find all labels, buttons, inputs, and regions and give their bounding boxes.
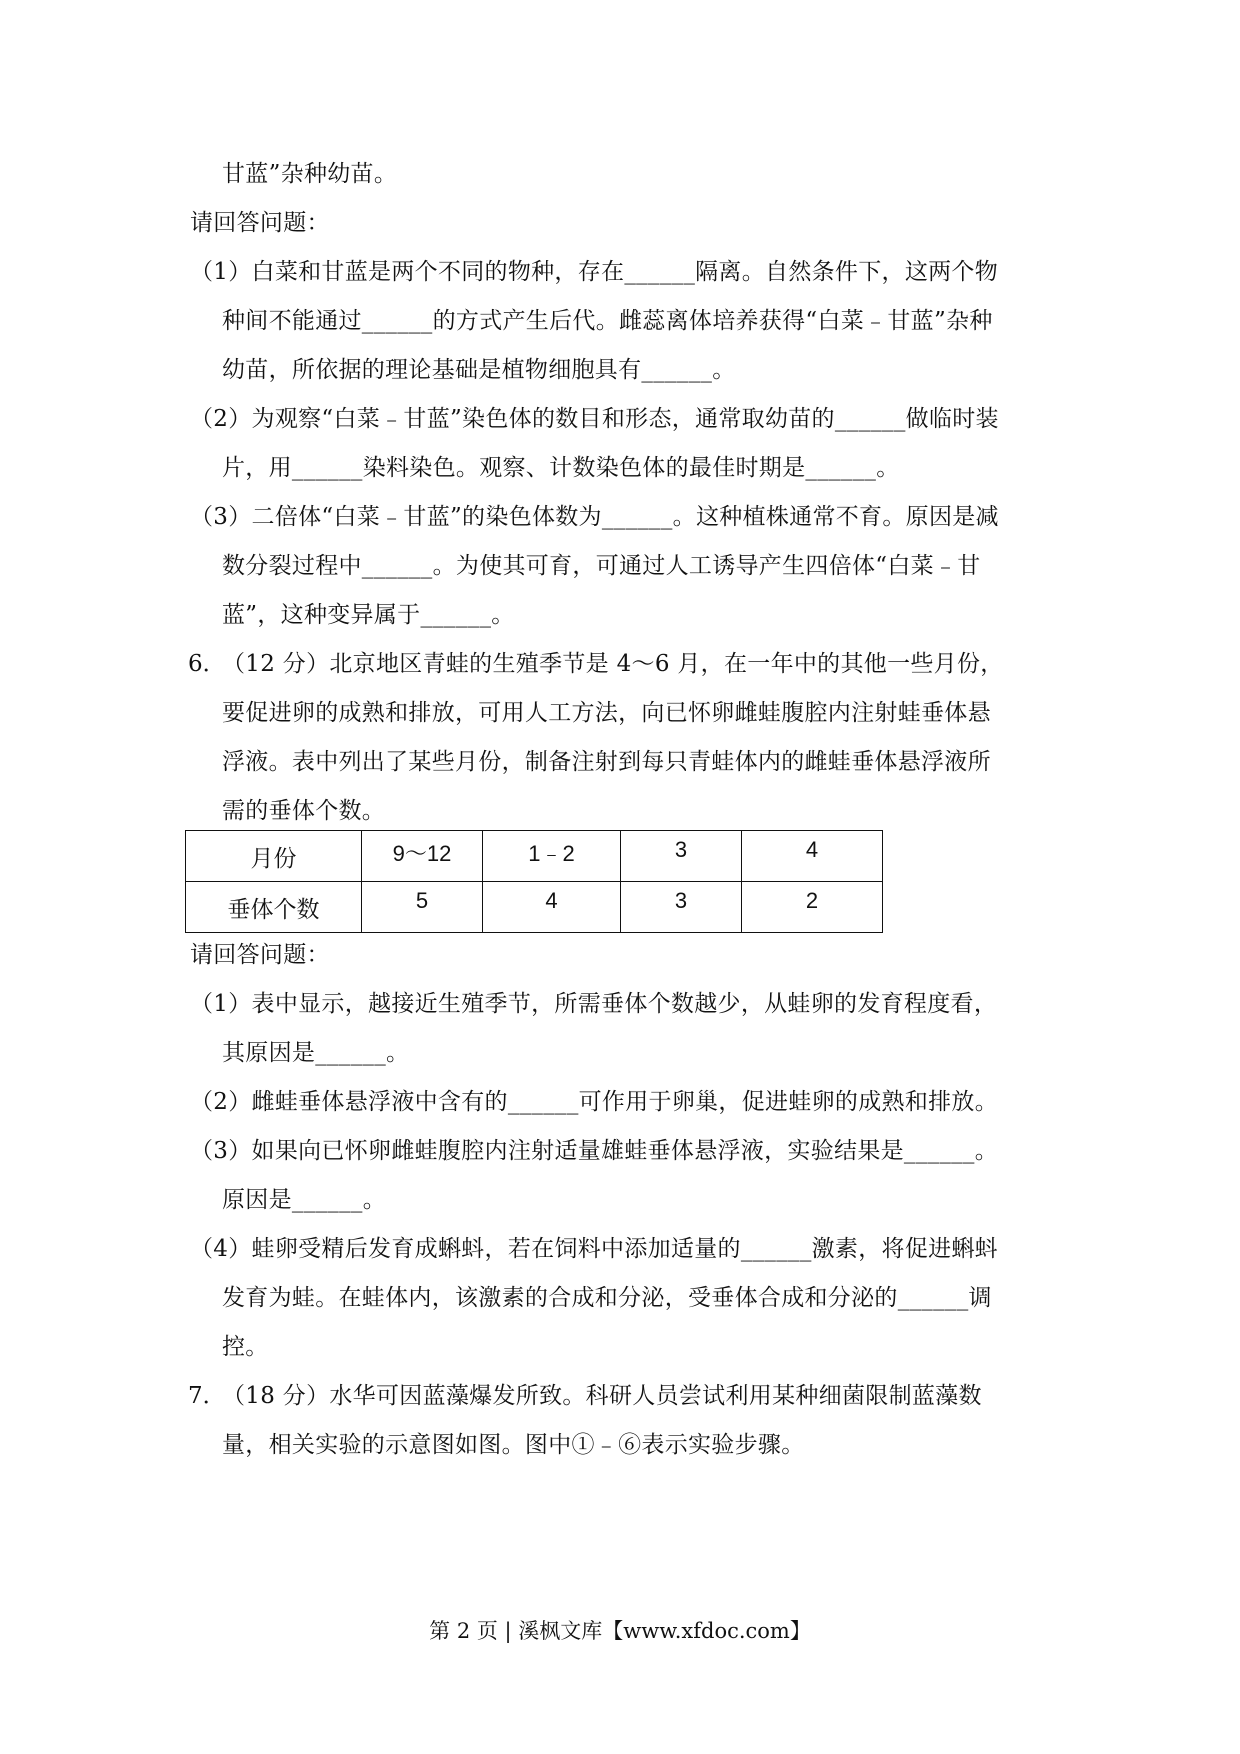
question-number: 6． [188,651,226,677]
text-line: （2）雌蛙垂体悬浮液中含有的______可作用于卵巢，促进蛙卵的成熟和排放。 [190,1089,999,1115]
text-line: （12 分）北京地区青蛙的生殖季节是 4～6 月，在一年中的其他一些月份， [222,651,1004,677]
text-line: 数分裂过程中______。为使其可育，可通过人工诱导产生四倍体“白菜﹣甘 [222,553,981,579]
table-cell: 5 [362,882,483,933]
table-cell: 3 [621,882,742,933]
question-number: 7． [188,1383,226,1409]
page-footer: 第 2 页 | 溪枫文库【www.xfdoc.com】 [429,1619,811,1643]
text-line: （1）白菜和甘蓝是两个不同的物种，存在______隔离。自然条件下，这两个物 [190,259,999,285]
text-line: 片，用______染料染色。观察、计数染色体的最佳时期是______。 [222,455,900,481]
table-cell: 垂体个数 [186,882,362,933]
table-cell: 4 [483,882,621,933]
table-row [186,882,883,933]
text-line: （18 分）水华可因蓝藻爆发所致。科研人员尝试利用某种细菌限制蓝藻数 [222,1383,982,1409]
table-row [186,831,883,882]
text-line: （4）蛙卵受精后发育成蝌蚪，若在饲料中添加适量的______激素，将促进蝌蚪 [190,1236,999,1262]
text-line: 请回答问题： [190,942,330,968]
text-line: 种间不能通过______的方式产生后代。雌蕊离体培养获得“白菜﹣甘蓝”杂种 [222,308,993,334]
text-line: 需的垂体个数。 [222,798,386,824]
table-cell: 9～12 [362,831,483,882]
text-line: 发育为蛙。在蛙体内，该激素的合成和分泌，受垂体合成和分泌的______调 [222,1285,992,1311]
table-cell: 3 [621,831,742,882]
text-line: 原因是______。 [222,1187,386,1213]
table-cell: 月份 [186,831,362,882]
text-line: 要促进卵的成熟和排放，可用人工方法，向已怀卵雌蛙腹腔内注射蛙垂体悬 [222,700,991,726]
pituitary-table [185,830,883,933]
text-line: （2）为观察“白菜﹣甘蓝”染色体的数目和形态，通常取幼苗的______做临时装 [190,406,999,432]
text-line: 其原因是______。 [222,1040,410,1066]
text-line: （3）二倍体“白菜﹣甘蓝”的染色体数为______。这种植株通常不育。原因是减 [190,504,999,530]
table-cell: 2 [742,882,883,933]
text-line: 量，相关实验的示意图如图。图中①﹣⑥表示实验步骤。 [222,1432,805,1458]
table-cell: 4 [742,831,883,882]
text-line: 请回答问题： [190,210,330,236]
text-line: 甘蓝”杂种幼苗。 [222,161,398,187]
text-line: （3）如果向已怀卵雌蛙腹腔内注射适量雄蛙垂体悬浮液，实验结果是______。 [190,1138,999,1164]
text-line: 蓝”，这种变异属于______。 [222,602,515,628]
text-line: 控。 [222,1334,269,1360]
text-line: 浮液。表中列出了某些月份，制备注射到每只青蛙体内的雌蛙垂体悬浮液所 [222,749,991,775]
table-cell: 1﹣2 [483,831,621,882]
text-line: （1）表中显示，越接近生殖季节，所需垂体个数越少，从蛙卵的发育程度看， [190,991,998,1017]
text-line: 幼苗，所依据的理论基础是植物细胞具有______。 [222,357,736,383]
